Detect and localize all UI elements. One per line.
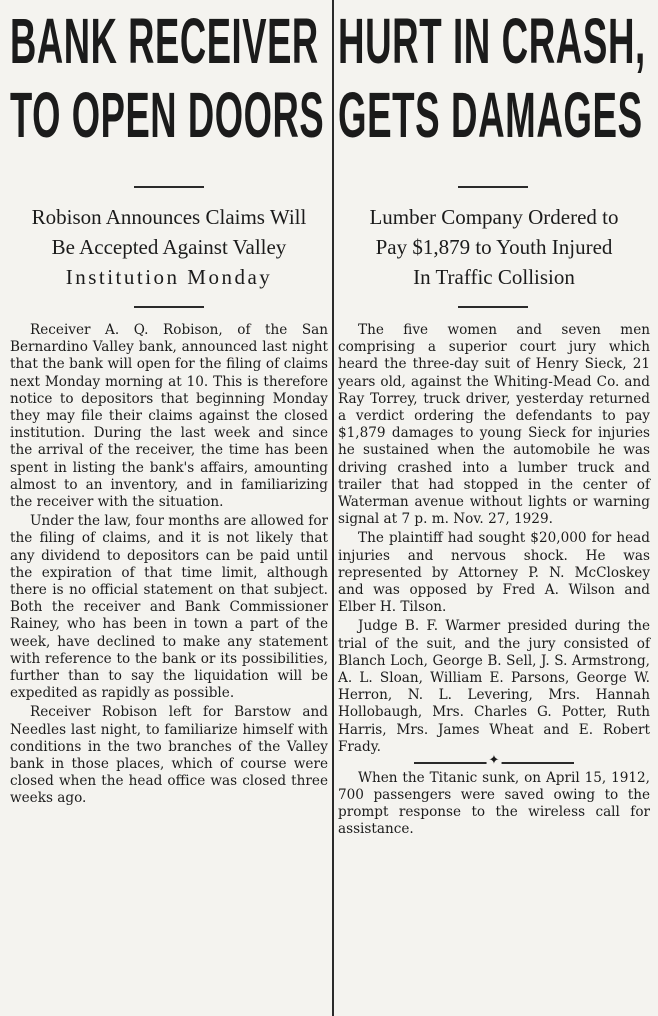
left-headline-line-2: TO OPEN DOORS [10, 79, 325, 151]
article-separator [414, 753, 574, 769]
right-body [338, 322, 650, 840]
left-deck [10, 202, 328, 292]
right-deck-line-1: Lumber Company Ordered to [369, 205, 619, 229]
left-deck-rule [134, 306, 204, 308]
left-deck-line-1: Robison Announces Claims Will [31, 205, 307, 229]
right-paragraph-3: Judge B. F. Warmer presided during the trial of the suit, and the jury consisted of Blanch Loch, George B. Sell, J. S. Armstrong, A. L. Sloan, William E. Parsons, George W. Herron, N. L. Levering, Mrs. Hannah Hollobaugh, Mrs. Charles G. Potter, Ruth Harris, Mrs. James Wheat and E. Robert Frady. [338, 618, 650, 755]
right-article [338, 0, 650, 1016]
left-deck-line-3: Institution Monday [65, 265, 273, 289]
left-headline [10, 4, 324, 152]
right-deck-line-3: In Traffic Collision [413, 265, 575, 289]
right-headline-line-1: HURT IN CRASH, [338, 5, 646, 77]
left-paragraph-3: Receiver Robison left for Barstow and Needles last night, to familiarize himself with conditions in the two branches of the Valley bank in those places, which of course were closed when the head office was closed three weeks ago. [10, 704, 328, 807]
left-headline-rule [134, 186, 204, 188]
left-article [10, 0, 328, 1016]
right-deck-line-2: Pay $1,879 to Youth Injured [375, 235, 613, 259]
right-deck-rule [458, 306, 528, 308]
right-headline-rule [458, 186, 528, 188]
left-body [10, 322, 328, 810]
right-headline [338, 4, 646, 152]
separator-star-icon: ✦ [488, 753, 500, 769]
left-headline-line-1: BANK RECEIVER [10, 5, 319, 77]
right-deck [338, 202, 650, 292]
right-headline-line-2: GETS DAMAGES [338, 79, 643, 151]
column-rule [332, 0, 334, 1016]
filler-paragraph: When the Titanic sunk, on April 15, 1912, 700 passengers were saved owing to the prompt response to the wireless call for assistance. [338, 769, 650, 838]
right-paragraph-1: The five women and seven men comprising a superior court jury which heard the three-day suit of Henry Sieck, 21 years old, against the Whiting-Mead Co. and Ray Torrey, truck driver, yesterday returned a verdict ordering the defendants to pay $1,879 damages to young Sieck for injuries he sustained when the automobile he was driving crashed into a lumber truck and trailer that had stopped in the center of Waterman avenue without lights or warning signal at 7 p. m. Nov. 27, 1929. [338, 322, 650, 528]
left-paragraph-2: Under the law, four months are allowed for the filing of claims, and it is not likely that any dividend to depositors can be paid until the expiration of that time limit, although there is no official statement on that subject. Both the receiver and Bank Commissioner Rainey, who has been in town a part of the week, have declined to make any statement with reference to the bank or its possibilities, further than to say the liquidation will be expedited as rapidly as possible. [10, 513, 328, 702]
left-paragraph-1: Receiver A. Q. Robison, of the San Bernardino Valley bank, announced last night that the bank will open for the filing of claims next Monday morning at 10. This is therefore notice to depositors that beginning Monday they may file their claims against the closed institution. During the last week and since the arrival of the receiver, the time has been spent in listing the bank's affairs, amounting almost to an inventory, and in familiarizing the receiver with the situation. [10, 322, 328, 511]
right-paragraph-2: The plaintiff had sought $20,000 for head injuries and nervous shock. He was represented by Attorney P. N. McCloskey and was opposed by Fred A. Wilson and Elber H. Tilson. [338, 530, 650, 616]
left-deck-line-2: Be Accepted Against Valley [51, 235, 287, 259]
